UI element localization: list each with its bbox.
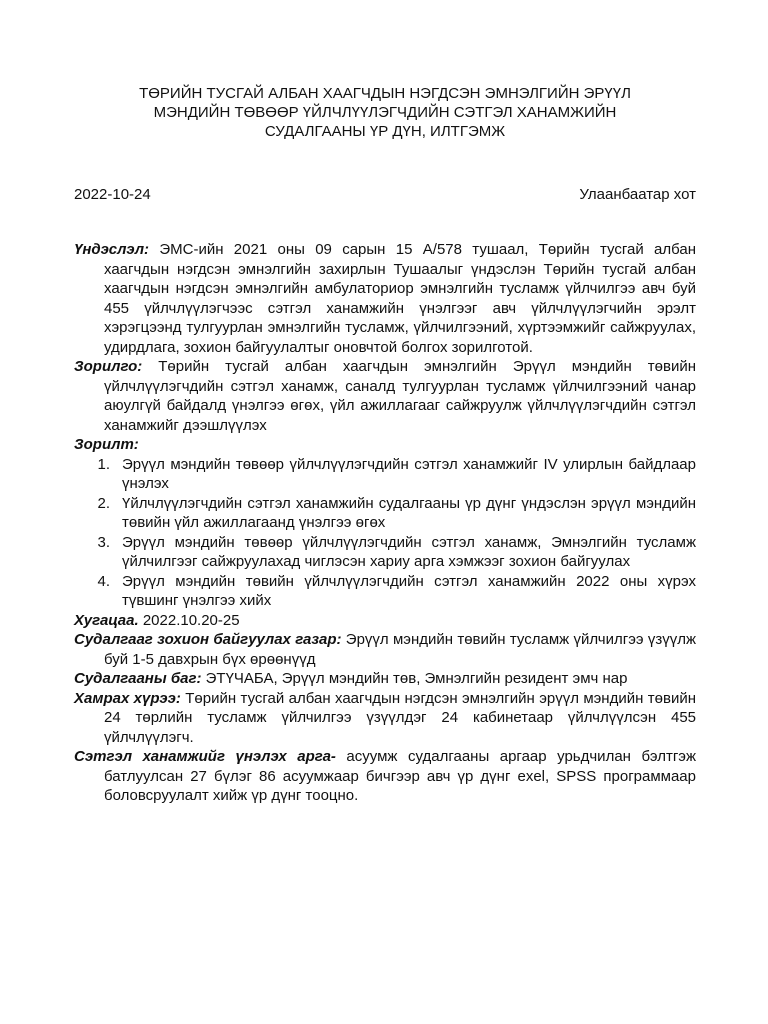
location-text: Эрүүл мэндийн төвийн тусламж үйлчилгээ үзүүлж буй 1-5 давхрын бүх өрөөнүүд (104, 631, 696, 668)
list-item-text: Эрүүл мэндийн төвөөр үйлчлүүлэгчдийн сэтгэл ханамжийг IV улирлын байдлаар үнэлэх (122, 455, 696, 492)
method-label: Сэтгэл ханамжийг үнэлэх арга- (74, 748, 336, 765)
list-item-number: 2. (97, 494, 110, 512)
list-item-text: Эрүүл мэндийн төвөөр үйлчлүүлэгчдийн сэтгэл ханамж, Эмнэлгийн тусламж үйлчилгээг сайжруулахад чиглэсэн хариу арга хэмжээг зохион байгуулах (122, 533, 696, 570)
method-text: асуумж судалгааны аргаар урьдчилан бэлтгэж батлуулсан 27 бүлэг 86 асуумжаар бичгээр авч үр дүнг exel, SPSS программаар боловсруулалт хийж үр дүнг тооцно. (104, 748, 696, 804)
basis-text: ЭМС-ийн 2021 оны 09 сарын 15 А/578 тушаал, Төрийн тусгай албан хаагчдын нэгдсэн эмнэлгийн захирлын Тушаалыг үндэслэн Төрийн тусгай албан хаагчдын нэгдсэн эмнэлгийн амбулаториор эмнэлгийн тусламж үйлчилгээ авч буй 455 үйлчлүүлэгчээс сэтгэл ханамжийн үнэлгээг авч үйлчлүүлэгчийн эрэлт хэрэгцээнд тулгуурлан эмнэлгийн тусламж, үйлчилгээний, хүртээмжийг сайжруулах, удирдлага, зохион байгуулалтыг оновчтой болгох зорилготой. (104, 241, 696, 356)
list-item-number: 1. (97, 455, 110, 473)
team-text: ЭТҮЧАБА, Эрүүл мэндийн төв, Эмнэлгийн резидент эмч нар (201, 670, 628, 687)
document-place: Улаанбаатар хот (579, 186, 696, 203)
objectives-list (74, 455, 696, 611)
objectives-label: Зорилт: (74, 436, 139, 453)
list-item (74, 533, 696, 572)
duration-section (74, 611, 696, 631)
purpose-label: Зорилго: (74, 358, 143, 375)
coverage-text: Төрийн тусгай албан хаагчдын нэгдсэн эмнэлгийн эрүүл мэндийн төвийн 24 төрлийн тусламж үйлчилгээ үзүүлдэг 24 кабинетаар үйлчлүүлсэн 455 үйлчлүүлэгч. (104, 689, 696, 746)
document-title (74, 84, 696, 141)
list-item-number: 4. (97, 572, 110, 590)
basis-section (74, 240, 696, 357)
list-item (74, 455, 696, 494)
duration-text: 2022.10.20-25 (138, 611, 240, 629)
coverage-label: Хамрах хүрээ: (74, 689, 181, 707)
coverage-section (74, 689, 696, 748)
team-section (74, 669, 696, 689)
list-item-number: 3. (97, 533, 110, 551)
team-label: Судалгааны баг: (74, 670, 202, 687)
title-line-3: СУДАЛГААНЫ ҮР ДҮН, ИЛТГЭМЖ (264, 123, 506, 140)
duration-label: Хугацаа. (74, 611, 139, 629)
list-item (74, 494, 696, 533)
list-item (74, 572, 696, 611)
purpose-text: Төрийн тусгай албан хаагчдын эмнэлгийн Эрүүл мэндийн төвийн үйлчлүүлэгчдийн сэтгэл ханамж, саналд тулгуурлан тусламж үйлчилгээний чанар аюулгүй байдалд үнэлгээ өгөх, үйл ажиллагааг сайжруулж үйлчлүүлэгчдийн сэтгэл ханамжийг дээшлүүлэх (104, 358, 696, 434)
location-section (74, 630, 696, 669)
list-item-text: Эрүүл мэндийн төвийн үйлчлүүлэгчдийн сэтгэл ханамжийн 2022 оны хүрэх түвшинг үнэлгээ хийх (122, 572, 696, 609)
objectives-heading (74, 435, 696, 455)
basis-label: Үндэслэл: (74, 241, 150, 258)
list-item-text: Үйлчлүүлэгчдийн сэтгэл ханамжийн судалгааны үр дүнг үндэслэн эрүүл мэндийн төвийн үйл ажиллагаанд үнэлгээ өгөх (122, 494, 696, 531)
title-line-1: ТӨРИЙН ТУСГАЙ АЛБАН ХААГЧДЫН НЭГДСЭН ЭМНЭЛГИЙН ЭРҮҮЛ (139, 85, 631, 102)
purpose-section (74, 357, 696, 435)
document-date: 2022-10-24 (74, 186, 151, 203)
title-line-2: МЭНДИЙН ТӨВӨӨР ҮЙЛЧЛҮҮЛЭГЧДИЙН СЭТГЭЛ ХАНАМЖИЙН (153, 104, 617, 121)
method-section (74, 747, 696, 806)
location-label: Судалгааг зохион байгуулах газар: (74, 631, 342, 648)
date-place-row (74, 185, 696, 204)
